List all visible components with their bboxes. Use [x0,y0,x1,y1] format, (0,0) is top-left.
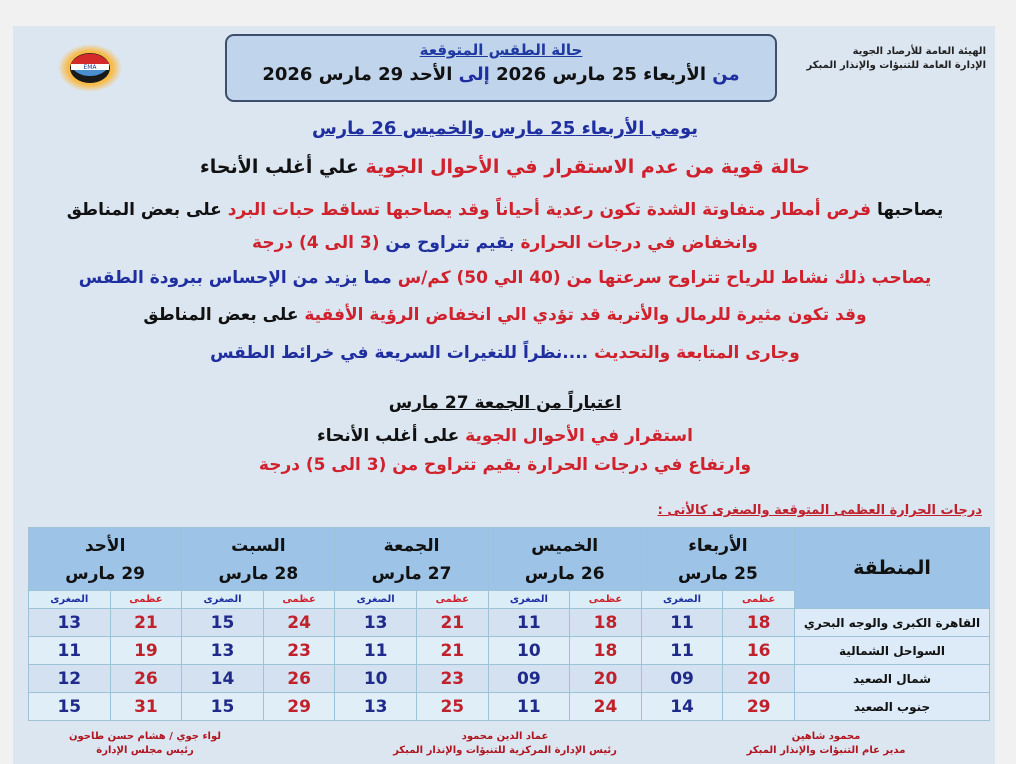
max-temp: 26 [110,665,182,693]
period-end: الأحد 29 مارس 2026 [262,64,453,85]
day-name: السبت [231,536,286,556]
max-temp: 18 [570,609,642,637]
max-label: عظمى [263,591,335,609]
max-temp: 31 [110,693,182,721]
min-label: الصغرى [29,591,111,609]
max-label: عظمى [723,591,795,609]
min-temp: 11 [641,609,722,637]
min-temp: 13 [335,693,416,721]
ema-logo-icon [58,44,122,92]
table-row [29,609,990,637]
min-temp: 11 [641,637,722,665]
day-header [29,528,182,591]
max-label: عظمى [570,591,642,609]
section1-heading: يومي الأربعاء 25 مارس والخميس 26 مارس [311,118,699,139]
region-column-header: المنطقة [795,528,990,609]
line2-prefix: يصاحبها [876,200,944,220]
max-temp: 24 [263,609,335,637]
max-temp: 25 [416,693,488,721]
organization-name [776,45,986,73]
wind-effect-text: مما يزيد من الإحساس ببرودة الطقس [78,268,392,288]
day-name: الجمعة [383,536,440,556]
table-caption: درجات الحرارة العظمى المتوقعة والصغرى كالأتى : [657,503,982,518]
signature-general-manager [726,730,926,758]
signatory-title: رئيس الإدارة المركزية للتنبؤات والإنذار المبكر [393,745,617,756]
min-temp: 15 [182,609,263,637]
max-temp: 18 [570,637,642,665]
min-label: الصغرى [641,591,722,609]
line2-suffix: على بعض المناطق [66,200,222,220]
dust-text: وقد تكون مثيرة للرمال والأتربة قد تؤدي الي انخفاض الرؤية الأفقية [304,305,867,325]
signatory-title: رئيس مجلس الإدارة [96,745,194,756]
max-temp: 29 [723,693,795,721]
max-temp: 20 [723,665,795,693]
min-temp: 09 [488,665,569,693]
region-name: شمال الصعيد [795,665,990,693]
max-temp: 20 [570,665,642,693]
min-temp: 11 [488,693,569,721]
min-temp: 13 [335,609,416,637]
region-name: القاهرة الكبرى والوجه البحري [795,609,990,637]
signature-central-director [355,730,655,758]
region-name: جنوب الصعيد [795,693,990,721]
signatory-name: عماد الدين محمود [461,731,549,742]
section1-line-1 [20,156,990,178]
max-label: عظمى [416,591,488,609]
table-row [29,637,990,665]
table-header-row [29,528,990,591]
max-temp: 21 [416,609,488,637]
stability-text: استقرار في الأحوال الجوية [465,426,693,446]
signature-chairman [55,730,235,758]
day-date: 26 مارس [524,564,605,584]
min-temp: 15 [182,693,263,721]
section2-line-2: وارتفاع في درجات الحرارة بقيم تتراوح من (3 الى 5) درجة [258,455,752,475]
max-temp: 26 [263,665,335,693]
forecast-period [227,64,775,85]
section1-line-3 [20,233,990,253]
max-temp: 24 [570,693,642,721]
period-start: الأربعاء 25 مارس 2026 [496,64,706,85]
org-line-2: الإدارة العامة للتنبؤات والإنذار المبكر [806,60,986,71]
section2-line-1 [20,426,990,446]
max-temp: 23 [416,665,488,693]
min-temp: 14 [182,665,263,693]
coverage-text: علي أغلب الأنحاء [200,156,359,178]
instability-text: حالة قوية من عدم الاستقرار في الأحوال الجوية [365,156,810,178]
min-temp: 15 [29,693,111,721]
min-temp: 11 [335,637,416,665]
wind-text: يصاحب ذلك نشاط للرياح تتراوح سرعتها من (40 الي 50) كم/س [397,268,932,288]
max-label: عظمى [110,591,182,609]
min-temp: 13 [182,637,263,665]
day-date: 27 مارس [371,564,452,584]
temperature-table [28,527,990,721]
min-temp: 10 [488,637,569,665]
day-header [335,528,488,591]
follow-up-text: وجارى المتابعة والتحديث [594,343,800,363]
min-temp: 12 [29,665,111,693]
day-date: 29 مارس [65,564,145,584]
min-label: الصغرى [182,591,263,609]
section1-line-6 [20,343,990,363]
period-to-label: إلى [458,64,490,85]
rain-text: فرص أمطار متفاوتة الشدة تكون رعدية أحياناً وقد يصاحبها تساقط حبات البرد [227,200,872,220]
max-temp: 21 [416,637,488,665]
temp-drop-text: وانخفاض في درجات الحرارة [520,233,758,253]
table-body [29,609,990,721]
svg-text:EMA: EMA [83,64,97,71]
range-label: بقيم تتراوح من [385,233,515,253]
day-date: 25 مارس [678,564,758,584]
section2-heading: اعتباراً من الجمعة 27 مارس [388,393,622,413]
region-name: السواحل الشمالية [795,637,990,665]
day-name: الخميس [531,536,599,556]
max-temp: 16 [723,637,795,665]
map-changes-text: ....نظراً للتغيرات السريعة في خرائط الطقس [210,343,589,363]
table-row [29,693,990,721]
day-header [641,528,794,591]
page-title: حالة الطقس المتوقعة [419,41,583,59]
min-temp: 11 [488,609,569,637]
max-temp: 23 [263,637,335,665]
day-name: الأحد [84,536,126,556]
max-temp: 21 [110,609,182,637]
section1-line-4 [20,268,990,288]
max-temp: 29 [263,693,335,721]
section2-coverage: على أغلب الأنحاء [317,426,460,446]
day-header [182,528,335,591]
temp-drop-range: (3 الى 4) درجة [252,233,380,253]
min-temp: 11 [29,637,111,665]
signatory-title: مدير عام التنبؤات والإنذار المبكر [746,745,906,756]
table-row [29,665,990,693]
day-header [488,528,641,591]
line5-suffix: على بعض المناطق [143,305,299,325]
title-box [225,34,777,102]
day-name: الأربعاء [688,536,748,556]
day-date: 28 مارس [218,564,299,584]
period-from-label: من [712,64,740,85]
section1-line-2 [20,200,990,220]
max-temp: 19 [110,637,182,665]
min-label: الصغرى [335,591,416,609]
section1-line-5 [20,305,990,325]
max-temp: 18 [723,609,795,637]
signatory-name: لواء جوي / هشام حسن طاحون [68,731,222,742]
min-temp: 13 [29,609,111,637]
min-temp: 14 [641,693,722,721]
org-line-1: الهيئة العامة للأرصاد الجوية [852,46,986,57]
min-label: الصغرى [488,591,569,609]
min-temp: 09 [641,665,722,693]
min-temp: 10 [335,665,416,693]
signatory-name: محمود شاهين [791,731,861,742]
